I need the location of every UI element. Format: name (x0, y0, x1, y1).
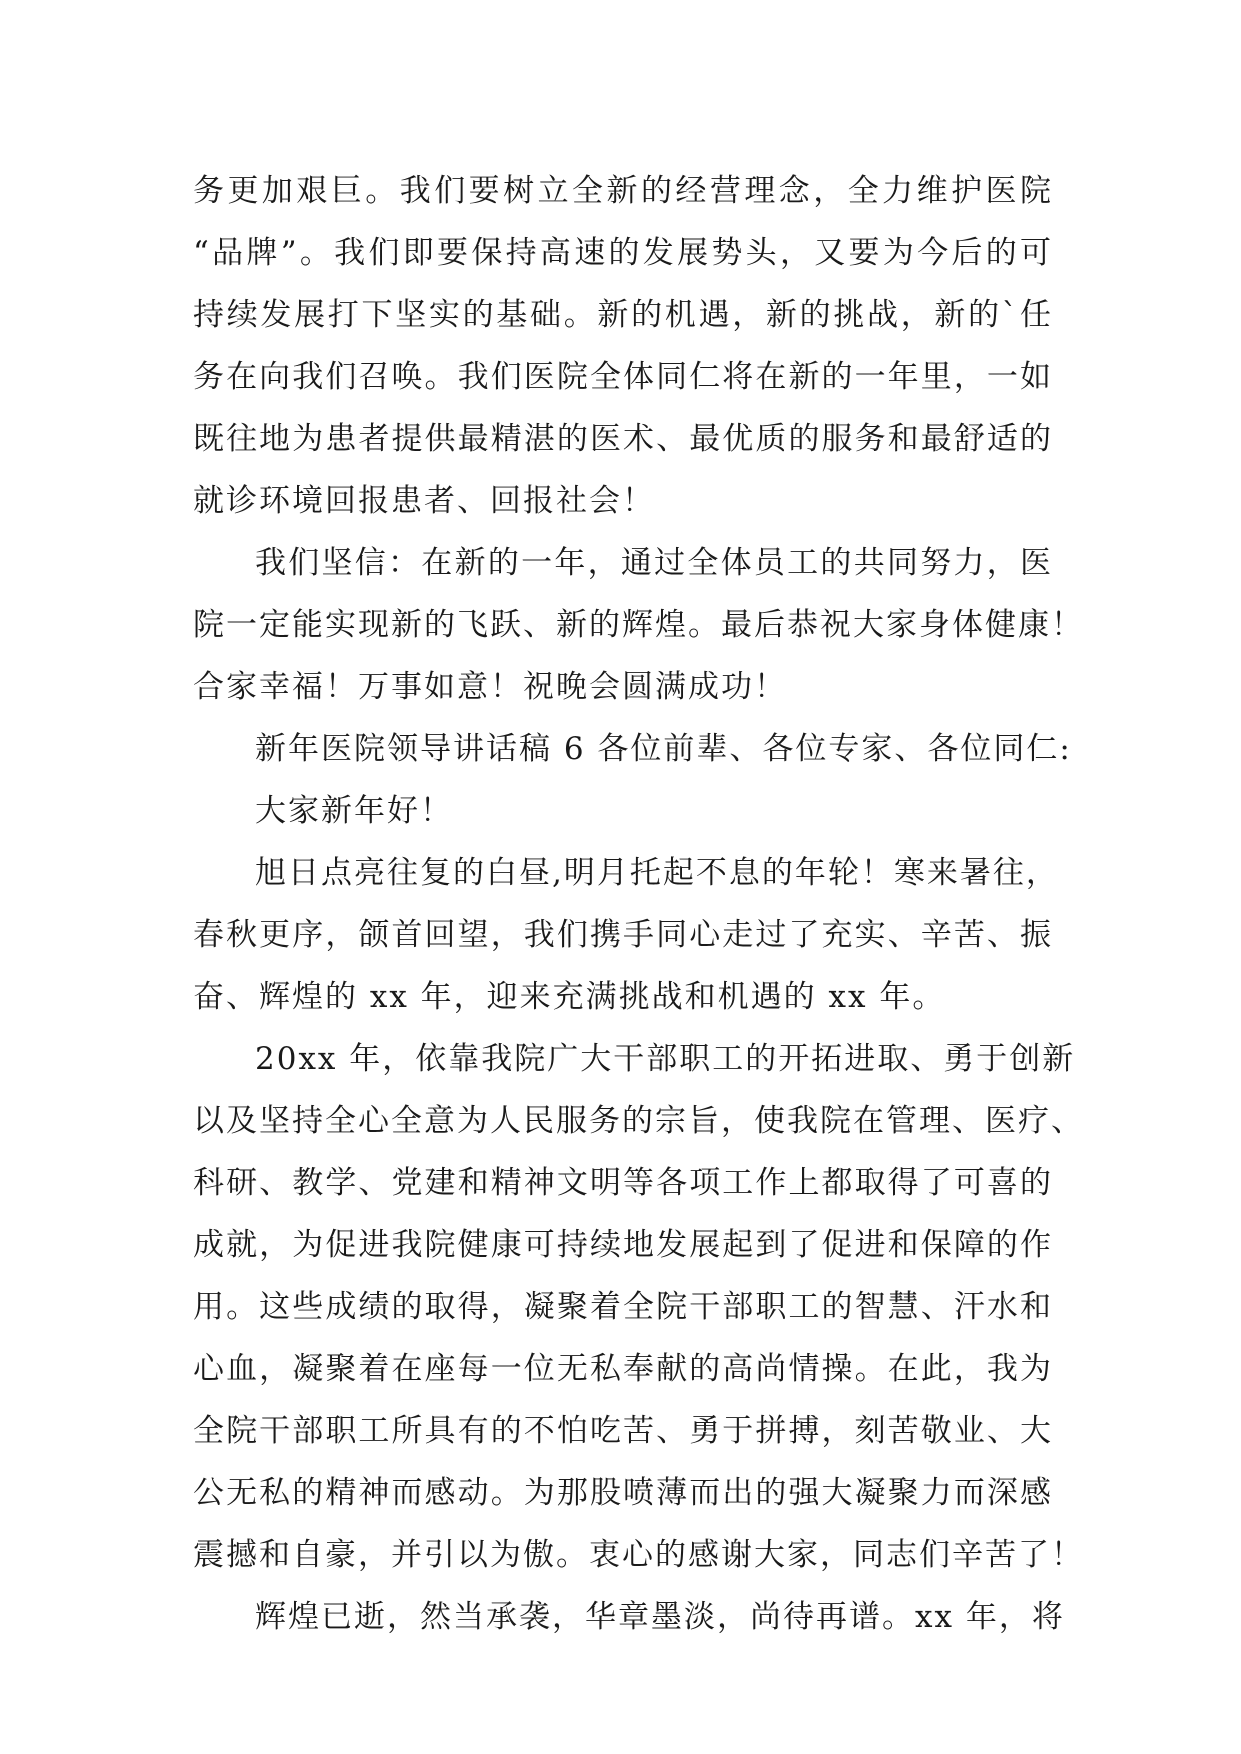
text-line: 公无私的精神而感动。为那股喷薄而出的强大凝聚力而深感 (193, 1475, 1053, 1511)
text-line: 新年医院领导讲话稿 6 各位前辈、各位专家、各位同仁: (255, 731, 1072, 767)
text-line: 全院干部职工所具有的不怕吃苦、勇于拼搏，刻苦敬业、大 (193, 1413, 1053, 1449)
text-line: 春秋更序，颌首回望，我们携手同心走过了充实、辛苦、振 (193, 917, 1053, 953)
text-line: 院一定能实现新的飞跃、新的辉煌。最后恭祝大家身体健康！ (193, 607, 1084, 643)
text-line: 心血，凝聚着在座每一位无私奉献的高尚情操。在此，我为 (193, 1351, 1053, 1387)
text-line: 奋、辉煌的 xx 年，迎来充满挑战和机遇的 xx 年。 (193, 979, 946, 1015)
text-line: 20xx 年，依靠我院广大干部职工的开拓进取、勇于创新 (255, 1041, 1076, 1077)
text-line: 务在向我们召唤。我们医院全体同仁将在新的一年里，一如 (193, 359, 1053, 395)
text-line: 务更加艰巨。我们要树立全新的经营理念，全力维护医院 (193, 173, 1053, 209)
text-line: 辉煌已逝，然当承袭，华章墨淡，尚待再谱。xx 年，将 (255, 1599, 1065, 1635)
text-line: 用。这些成绩的取得，凝聚着全院干部职工的智慧、汗水和 (193, 1289, 1053, 1325)
text-line: 大家新年好！ (255, 793, 453, 829)
text-line: 合家幸福！万事如意！祝晚会圆满成功！ (193, 669, 787, 705)
text-line: 就诊环境回报患者、回报社会！ (193, 483, 655, 519)
text-line: 持续发展打下坚实的基础。新的机遇，新的挑战，新的`任 (193, 297, 1053, 333)
text-line: “品牌”。我们即要保持高速的发展势头，又要为今后的可 (193, 235, 1053, 271)
text-line: 震撼和自豪，并引以为傲。衷心的感谢大家，同志们辛苦了！ (193, 1537, 1084, 1573)
text-line: 科研、教学、党建和精神文明等各项工作上都取得了可喜的 (193, 1165, 1053, 1201)
text-line: 旭日点亮往复的白昼,明月托起不息的年轮！寒来暑往， (255, 855, 1059, 891)
text-line: 以及坚持全心全意为人民服务的宗旨，使我院在管理、医疗、 (193, 1103, 1084, 1139)
text-line: 我们坚信：在新的一年，通过全体员工的共同努力，医 (255, 545, 1053, 581)
document-body (193, 160, 1084, 1648)
text-line: 成就，为促进我院健康可持续地发展起到了促进和保障的作 (193, 1227, 1053, 1263)
text-line: 既往地为患者提供最精湛的医术、最优质的服务和最舒适的 (193, 421, 1053, 457)
